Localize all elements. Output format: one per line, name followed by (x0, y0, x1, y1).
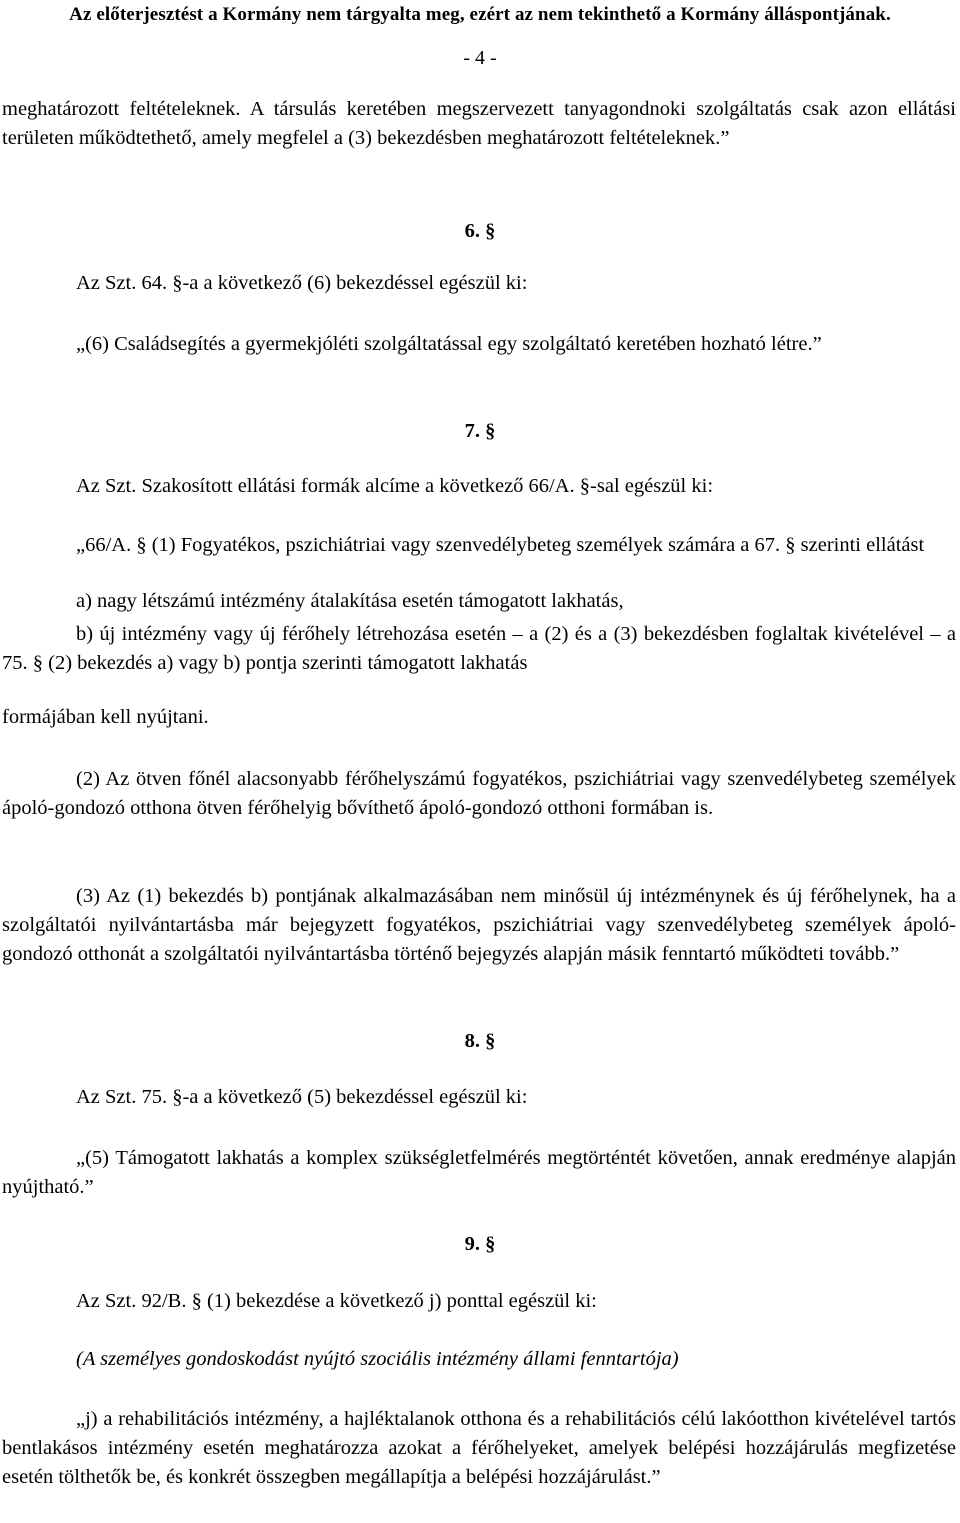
document-header-notice: Az előterjesztést a Kormány nem tárgyalta meg, ezért az nem tekinthető a Kormány álláspontjának. (69, 4, 891, 25)
section-8-text: „(5) Támogatott lakhatás a komplex szükségletfelmérés megtörténtét követően, annak eredménye alapján nyújtható.” (2, 1147, 956, 1199)
section-7-paragraph-2: (2) Az ötven főnél alacsonyabb férőhelyszámú fogyatékos, pszichiátriai vagy szenvedélybeteg személyek ápoló-gondozó otthona ötven férőhelyig bővíthető ápoló-gondozó otthoni formában is. (2, 768, 956, 820)
section-6-intro: Az Szt. 64. §-a a következő (6) bekezdéssel egészül ki: (76, 272, 528, 294)
section-6-text: „(6) Családsegítés a gyermekjóléti szolgáltatással egy szolgáltató keretében hozható létre.” (76, 333, 822, 355)
section-7-point-a: a) nagy létszámú intézmény átalakítása esetén támogatott lakhatás, (76, 590, 624, 612)
paragraph-intro: meghatározott feltételeknek. A társulás keretében megszervezett tanyagondnoki szolgáltatás csak azon ellátási területen működtethető, amely megfelel a (3) bekezdésben meghatározott feltételeknek.” (2, 98, 956, 150)
section-8-heading: 8. § (464, 1030, 496, 1052)
section-9-italic-context: (A személyes gondoskodást nyújtó szociális intézmény állami fenntartója) (76, 1348, 679, 1370)
section-6-heading: 6. § (464, 220, 496, 242)
section-8-intro: Az Szt. 75. §-a a következő (5) bekezdéssel egészül ki: (76, 1086, 528, 1108)
section-7-paragraph-3: (3) Az (1) bekezdés b) pontjának alkalmazásában nem minősül új intézménynek és új férőhelynek, ha a szolgáltatói nyilvántartásba már bejegyzett fogyatékos, pszichiátriai vagy szenvedélybeteg személyek ápoló-gondozó otthonát a szolgáltatói nyilvántartásba történő bejegyzés alapján másik fenntartó működteti tovább.” (2, 885, 956, 966)
page-number: - 4 - (463, 47, 497, 69)
section-9-intro: Az Szt. 92/B. § (1) bekezdése a következő j) ponttal egészül ki: (76, 1290, 597, 1312)
section-7-point-b: b) új intézmény vagy új férőhely létrehozása esetén – a (2) és a (3) bekezdésben foglaltak kivételével – a 75. § (2) bekezdés a) vagy b) pontja szerinti támogatott lakhatás (2, 623, 956, 675)
section-7-66a: „66/A. § (1) Fogyatékos, pszichiátriai vagy szenvedélybeteg személyek számára a 67. § szerinti ellátást (76, 534, 925, 556)
section-9-heading: 9. § (464, 1233, 496, 1255)
section-9-point-j: „j) a rehabilitációs intézmény, a hajléktalanok otthona és a rehabilitációs célú lakóotthon kivételével tartós bentlakásos intézmény esetén meghatározza azokat a férőhelyeket, amelyek belépési hozzájárulás megfizetése esetén tölthetők be, és konkrét összegben megállapítja a belépési hozzájárulást.” (2, 1408, 956, 1489)
section-7-intro: Az Szt. Szakosított ellátási formák alcíme a következő 66/A. §-sal egészül ki: (76, 475, 714, 497)
section-7-heading: 7. § (464, 420, 496, 442)
section-7-form: formájában kell nyújtani. (2, 706, 209, 728)
